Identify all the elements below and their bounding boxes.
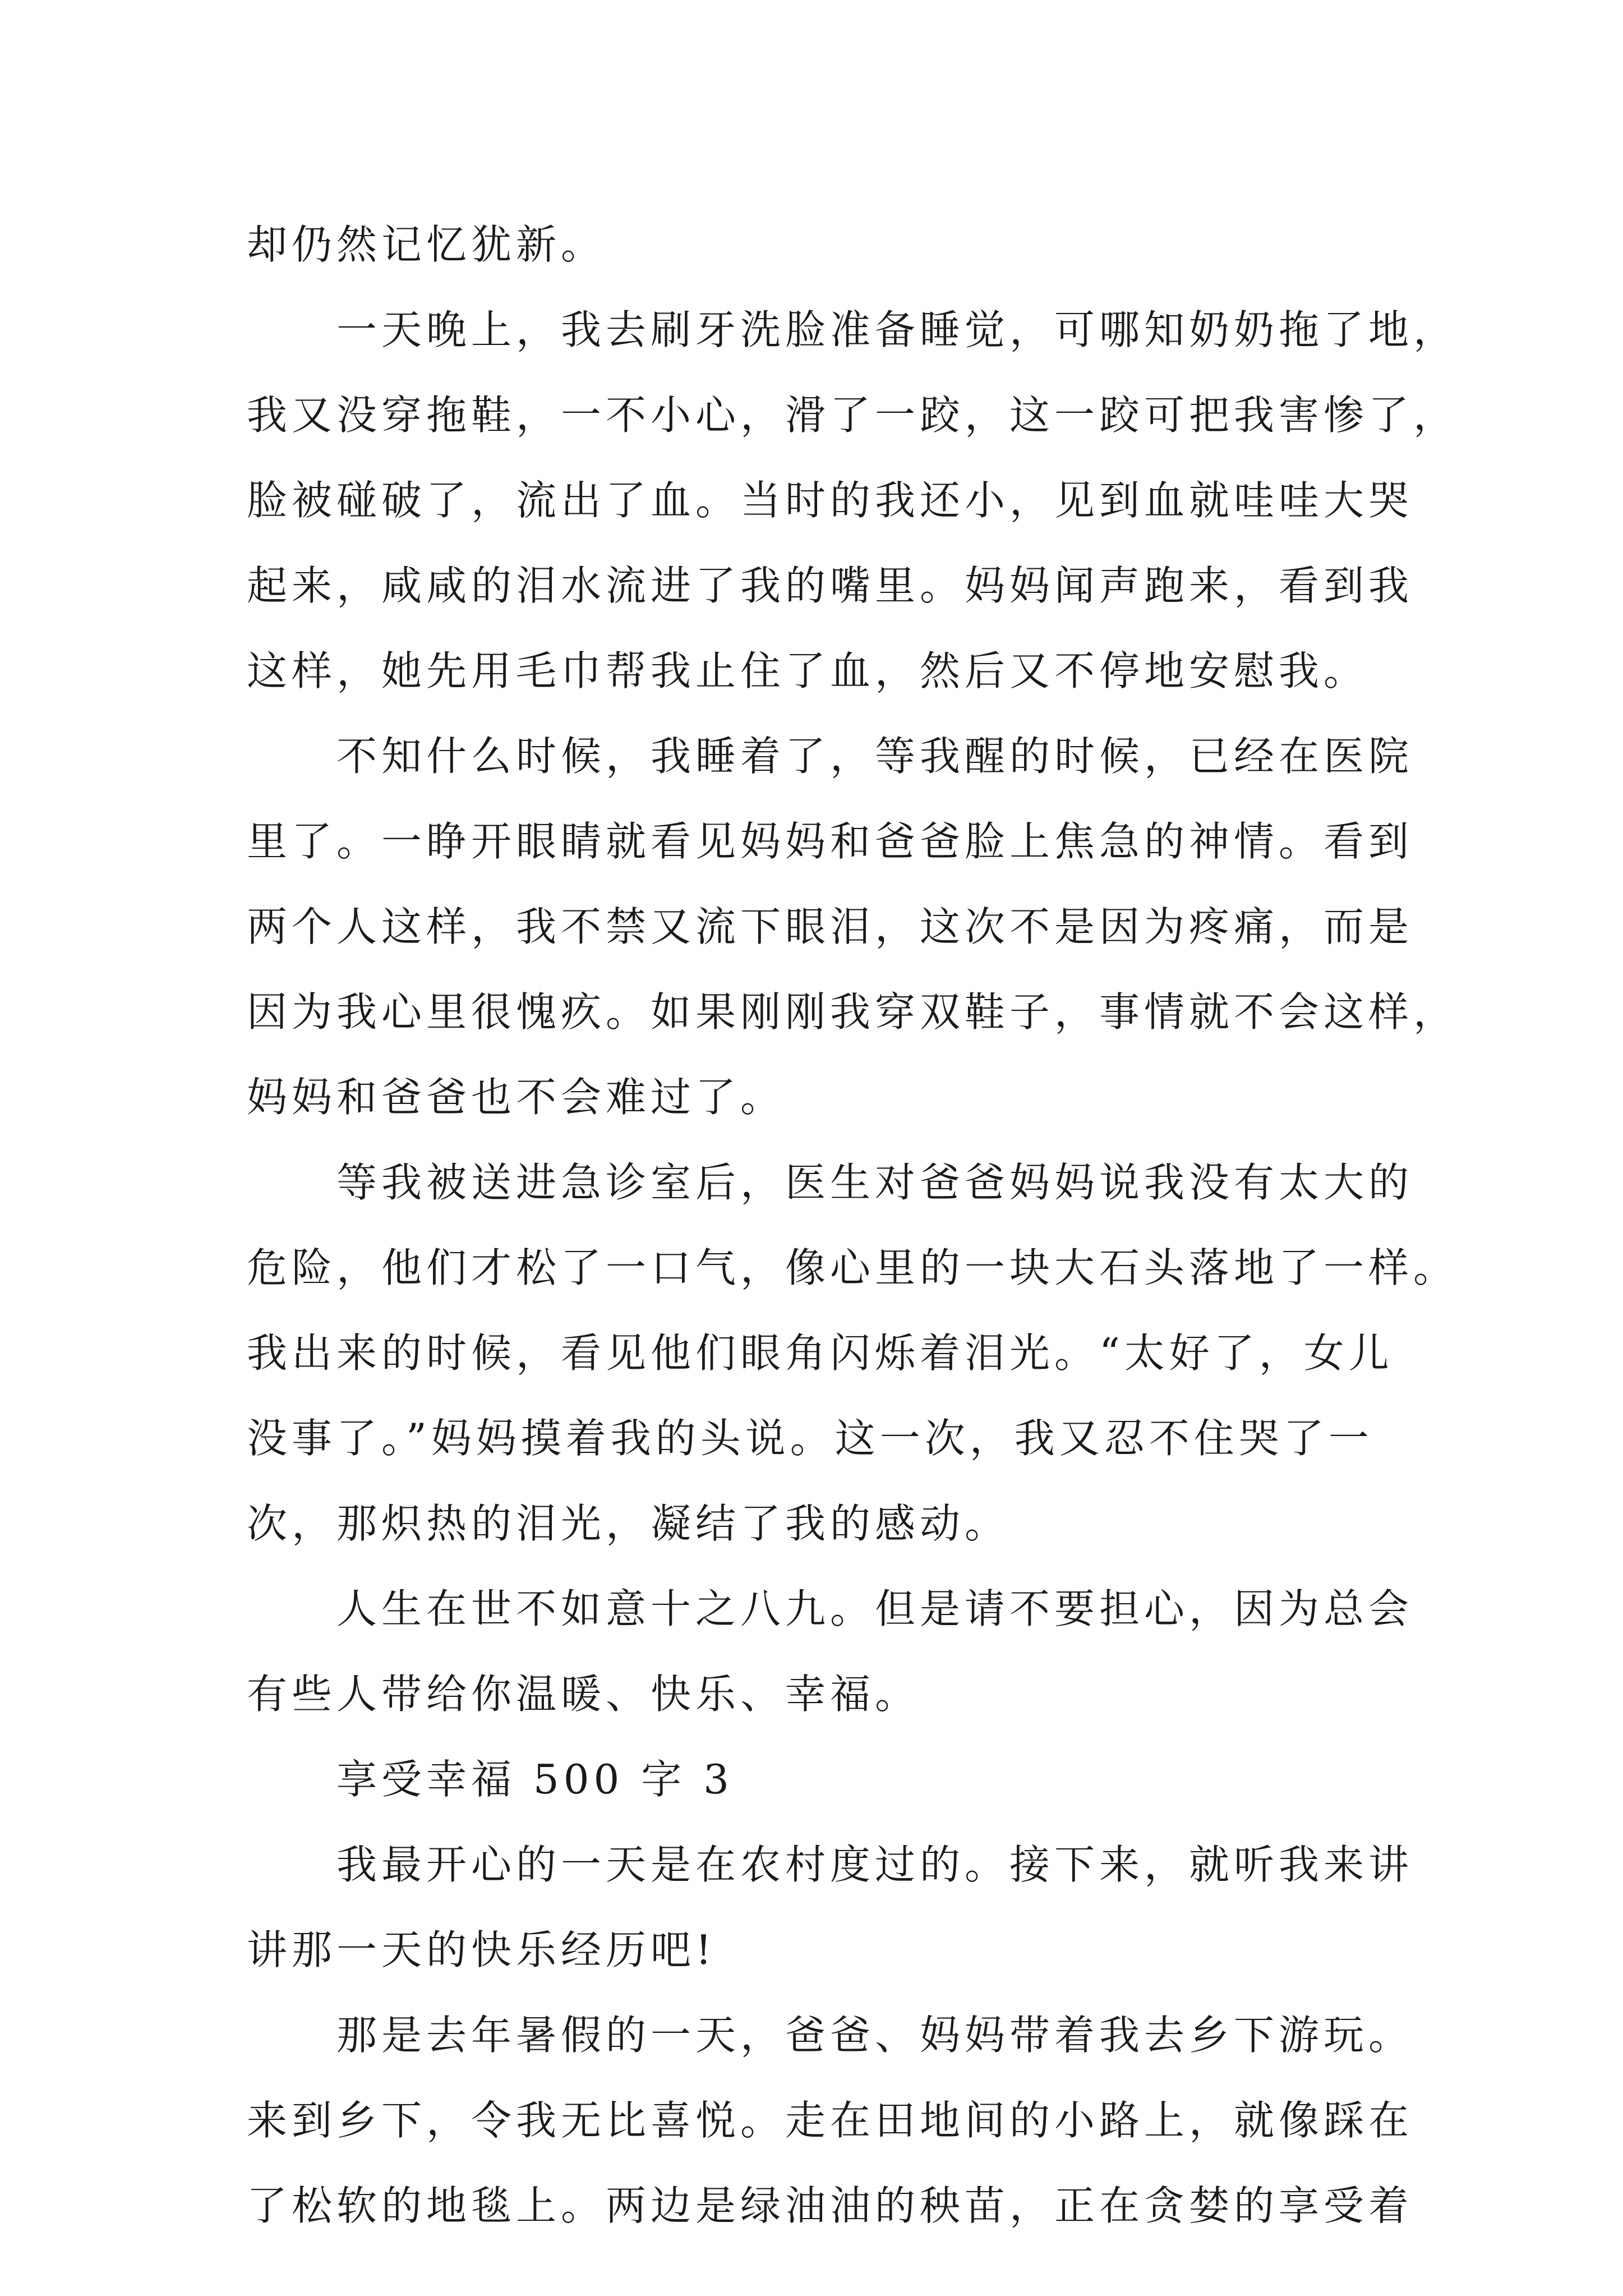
text-line: 没事了。”妈妈摸着我的头说。这一次，我又忍不住哭了一: [247, 1415, 1373, 1462]
text-line: 讲那一天的快乐经历吧!: [247, 1926, 716, 1973]
text-line: 有些人带给你温暖、快乐、幸福。: [247, 1671, 920, 1718]
text-line: 起来，咸咸的泪水流进了我的嘴里。妈妈闻声跑来，看到我: [247, 562, 1414, 609]
text-line: 人生在世不如意十之八九。但是请不要担心，因为总会: [336, 1585, 1414, 1632]
text-line: 脸被碰破了，流出了血。当时的我还小，见到血就哇哇大哭: [247, 477, 1414, 524]
text-line: 等我被送进急诊室后，医生对爸爸妈妈说我没有太大的: [336, 1159, 1414, 1206]
text-line: 我最开心的一天是在农村度过的。接下来，就听我来讲: [336, 1841, 1414, 1888]
text-line: 一天晚上，我去刷牙洗脸准备睡觉，可哪知奶奶拖了地，: [336, 306, 1459, 353]
text-line: 来到乡下，令我无比喜悦。走在田地间的小路上，就像踩在: [247, 2097, 1414, 2144]
text-line: 这样，她先用毛巾帮我止住了血，然后又不停地安慰我。: [247, 647, 1369, 694]
text-line: 次，那炽热的泪光，凝结了我的感动。: [247, 1500, 1010, 1547]
document-body: [247, 202, 1459, 2248]
text-line: 却仍然记忆犹新。: [247, 221, 606, 268]
text-line: 我又没穿拖鞋，一不小心，滑了一跤，这一跤可把我害惨了，: [247, 392, 1459, 439]
text-line: 了松软的地毯上。两边是绿油油的秧苗，正在贪婪的享受着: [247, 2182, 1414, 2229]
text-line: 不知什么时候，我睡着了，等我醒的时候，已经在医院: [336, 733, 1414, 780]
section-heading: 享受幸福 500 字 3: [336, 1756, 734, 1803]
text-line: 危险，他们才松了一口气，像心里的一块大石头落地了一样。: [247, 1244, 1459, 1291]
text-line: 那是去年暑假的一天，爸爸、妈妈带着我去乡下游玩。: [336, 2012, 1414, 2059]
text-line: 两个人这样，我不禁又流下眼泪，这次不是因为疼痛，而是: [247, 903, 1414, 950]
text-line: 因为我心里很愧疚。如果刚刚我穿双鞋子，事情就不会这样，: [247, 988, 1459, 1036]
text-line: 我出来的时候，看见他们眼角闪烁着泪光。“太好了，女儿: [247, 1329, 1394, 1377]
text-line: 里了。一睁开眼睛就看见妈妈和爸爸脸上焦急的神情。看到: [247, 818, 1414, 865]
text-line: 妈妈和爸爸也不会难过了。: [247, 1074, 786, 1121]
